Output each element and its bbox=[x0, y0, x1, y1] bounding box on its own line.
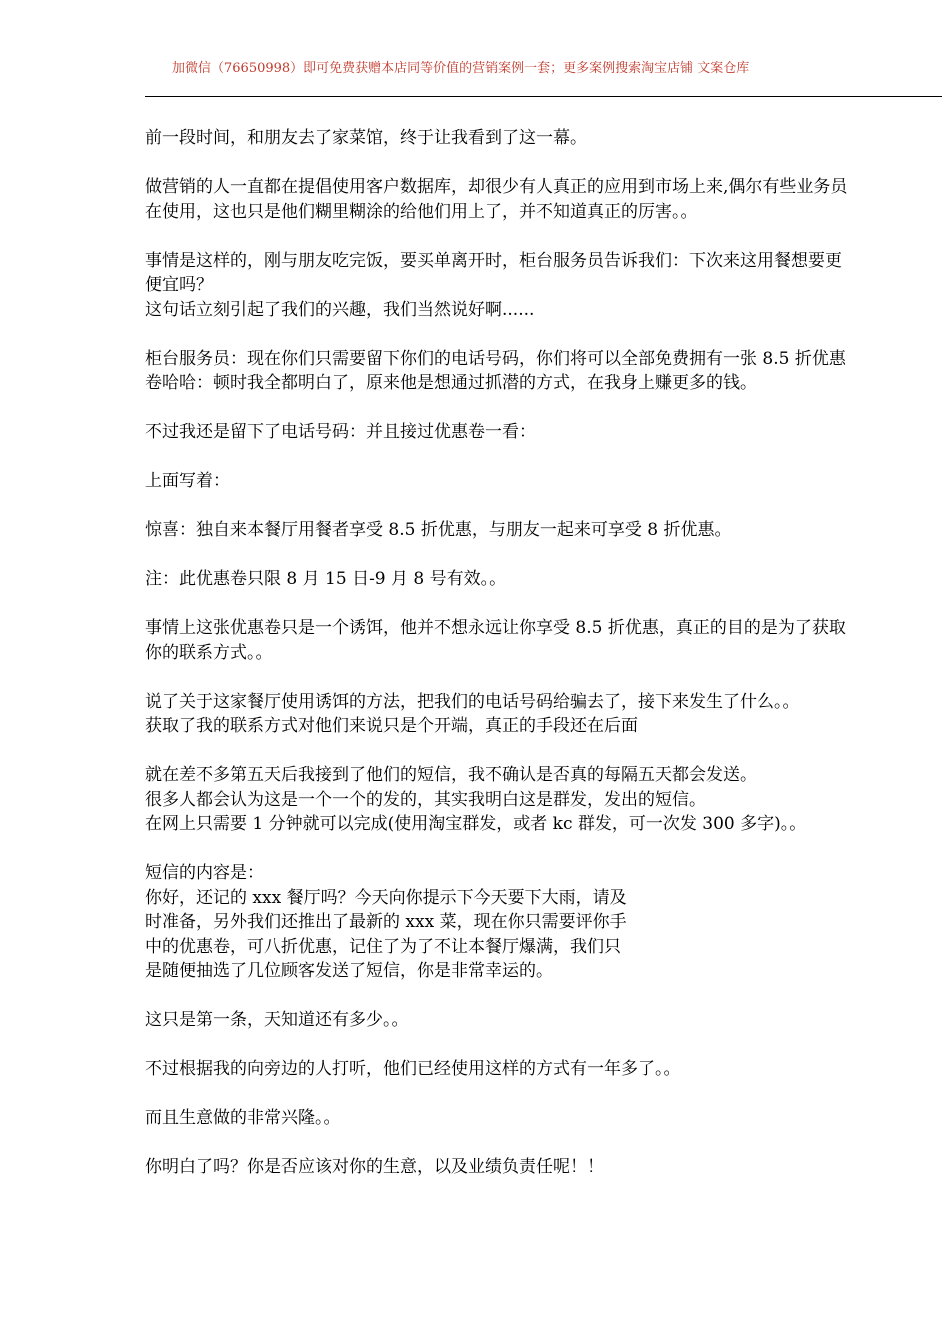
article-body bbox=[145, 126, 935, 1204]
text-line: 不过根据我的向旁边的人打听，他们已经使用这样的方式有一年多了。。 bbox=[145, 1059, 681, 1079]
text-line: 不过我还是留下了电话号码：并且接过优惠卷一看： bbox=[145, 422, 536, 442]
text-line: 时准备，另外我们还推出了最新的 xxx 菜，现在你只需要评你手 bbox=[145, 912, 627, 932]
text-line: 柜台服务员：现在你们只需要留下你们的电话号码，你们将可以全部免费拥有一张 8.5 折优惠 bbox=[145, 348, 846, 369]
text-line: 很多人都会认为这是一个一个的发的，其实我明白这是群发，发出的短信。 bbox=[145, 789, 706, 810]
paragraph bbox=[145, 126, 935, 151]
text-line: 中的优惠卷，可八折优惠，记住了为了不让本餐厅爆满，我们只 bbox=[145, 936, 621, 957]
text-line: 做营销的人一直都在提倡使用客户数据库，却很少有人真正的应用到市场上来,偶尔有些业务员 bbox=[145, 177, 848, 197]
paragraph bbox=[145, 347, 935, 396]
paragraph bbox=[145, 690, 935, 739]
text-line: 卷哈哈：顿时我全都明白了，原来他是想通过抓潜的方式，在我身上赚更多的钱。 bbox=[145, 373, 757, 393]
paragraph bbox=[145, 1155, 935, 1180]
text-line: 你明白了吗？你是否应该对你的生意，以及业绩负责任呢！！ bbox=[145, 1157, 604, 1177]
paragraph bbox=[145, 763, 935, 837]
text-line: 短信的内容是： bbox=[145, 863, 264, 883]
paragraph bbox=[145, 249, 935, 323]
paragraph bbox=[145, 1008, 935, 1033]
text-line: 在使用，这也只是他们糊里糊涂的给他们用上了，并不知道真正的厉害。。 bbox=[145, 201, 698, 222]
text-line: 说了关于这家餐厅使用诱饵的方法，把我们的电话号码给骗去了，接下来发生了什么。。 bbox=[145, 691, 800, 712]
text-line: 便宜吗？ bbox=[145, 275, 213, 295]
promo-header: 加微信（76650998）即可免费获赠本店同等价值的营销案例一套；更多案例搜索淘宝店铺 文案仓库 bbox=[172, 61, 750, 76]
paragraph bbox=[145, 567, 935, 592]
text-line: 前一段时间，和朋友去了家菜馆，终于让我看到了这一幕。 bbox=[145, 128, 587, 148]
text-line: 上面写着： bbox=[145, 471, 230, 491]
paragraph bbox=[145, 616, 935, 665]
paragraph bbox=[145, 518, 935, 543]
paragraph bbox=[145, 1057, 935, 1082]
text-line: 注：此优惠卷只限 8 月 15 日-9 月 8 号有效。。 bbox=[145, 569, 507, 589]
text-line: 事情是这样的，刚与朋友吃完饭，要买单离开时，柜台服务员告诉我们：下次来这用餐想要更 bbox=[145, 250, 842, 271]
paragraph bbox=[145, 420, 935, 445]
text-line: 获取了我的联系方式对他们来说只是个开端，真正的手段还在后面 bbox=[145, 716, 638, 736]
paragraph bbox=[145, 175, 935, 224]
text-line: 你的联系方式。。 bbox=[145, 642, 273, 663]
text-line: 而且生意做的非常兴隆。。 bbox=[145, 1108, 341, 1128]
text-line: 这句话立刻引起了我们的兴趣，我们当然说好啊...... bbox=[145, 299, 535, 320]
paragraph bbox=[145, 861, 935, 984]
text-line: 这只是第一条，天知道还有多少。。 bbox=[145, 1010, 409, 1030]
header-divider bbox=[145, 96, 942, 97]
paragraph bbox=[145, 469, 935, 494]
paragraph bbox=[145, 1106, 935, 1131]
text-line: 是随便抽选了几位顾客发送了短信，你是非常幸运的。 bbox=[145, 961, 553, 981]
text-line: 事情上这张优惠卷只是一个诱饵，他并不想永远让你享受 8.5 折优惠，真正的目的是为了获取 bbox=[145, 618, 846, 638]
text-line: 你好，还记的 xxx 餐厅吗？今天向你提示下今天要下大雨，请及 bbox=[145, 887, 627, 908]
text-line: 在网上只需要 1 分钟就可以完成(使用淘宝群发，或者 kc 群发，可一次发 300 多字)。。 bbox=[145, 814, 807, 834]
text-line: 惊喜：独自来本餐厅用餐者享受 8.5 折优惠，与朋友一起来可享受 8 折优惠。 bbox=[145, 520, 732, 540]
text-line: 就在差不多第五天后我接到了他们的短信，我不确认是否真的每隔五天都会发送。 bbox=[145, 765, 757, 785]
